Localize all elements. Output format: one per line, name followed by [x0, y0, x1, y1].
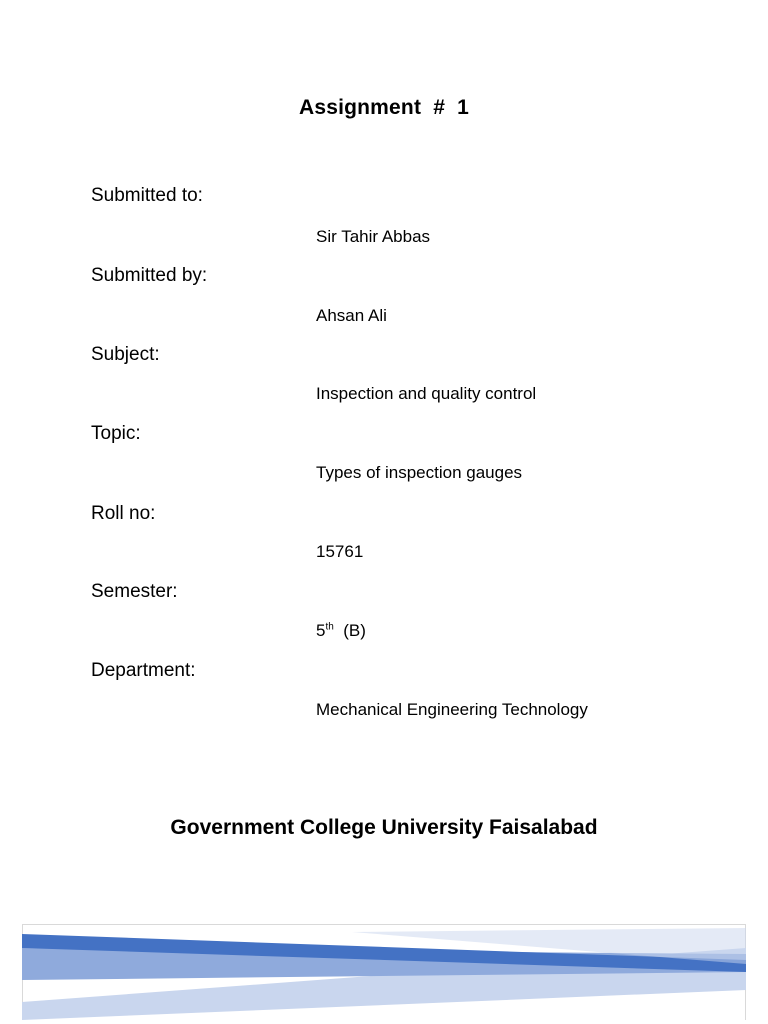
semester-section: (B): [333, 621, 366, 640]
semester-number: 5: [316, 621, 326, 640]
department-label: Department:: [91, 660, 196, 681]
submitted-to-label: Submitted to:: [91, 185, 203, 206]
department-value: Mechanical Engineering Technology: [316, 700, 588, 719]
roll-no-value: 15761: [316, 542, 364, 561]
assignment-title: Assignment # 1: [298, 96, 470, 119]
topic-value: Types of inspection gauges: [316, 463, 523, 482]
decorative-banner: [22, 924, 746, 1020]
submitted-by-value: Ahsan Ali: [316, 306, 387, 325]
topic-label: Topic:: [91, 423, 141, 444]
roll-no-label: Roll no:: [91, 503, 156, 524]
semester-value: [316, 620, 366, 642]
submitted-by-label: Submitted by:: [91, 265, 208, 286]
university-name: Government College University Faisalabad: [170, 816, 598, 839]
subject-label: Subject:: [91, 344, 160, 365]
submitted-to-value: Sir Tahir Abbas: [316, 227, 431, 246]
semester-ordinal-suffix: th: [325, 621, 334, 633]
semester-label: Semester:: [91, 581, 178, 602]
subject-value: Inspection and quality control: [316, 384, 537, 403]
